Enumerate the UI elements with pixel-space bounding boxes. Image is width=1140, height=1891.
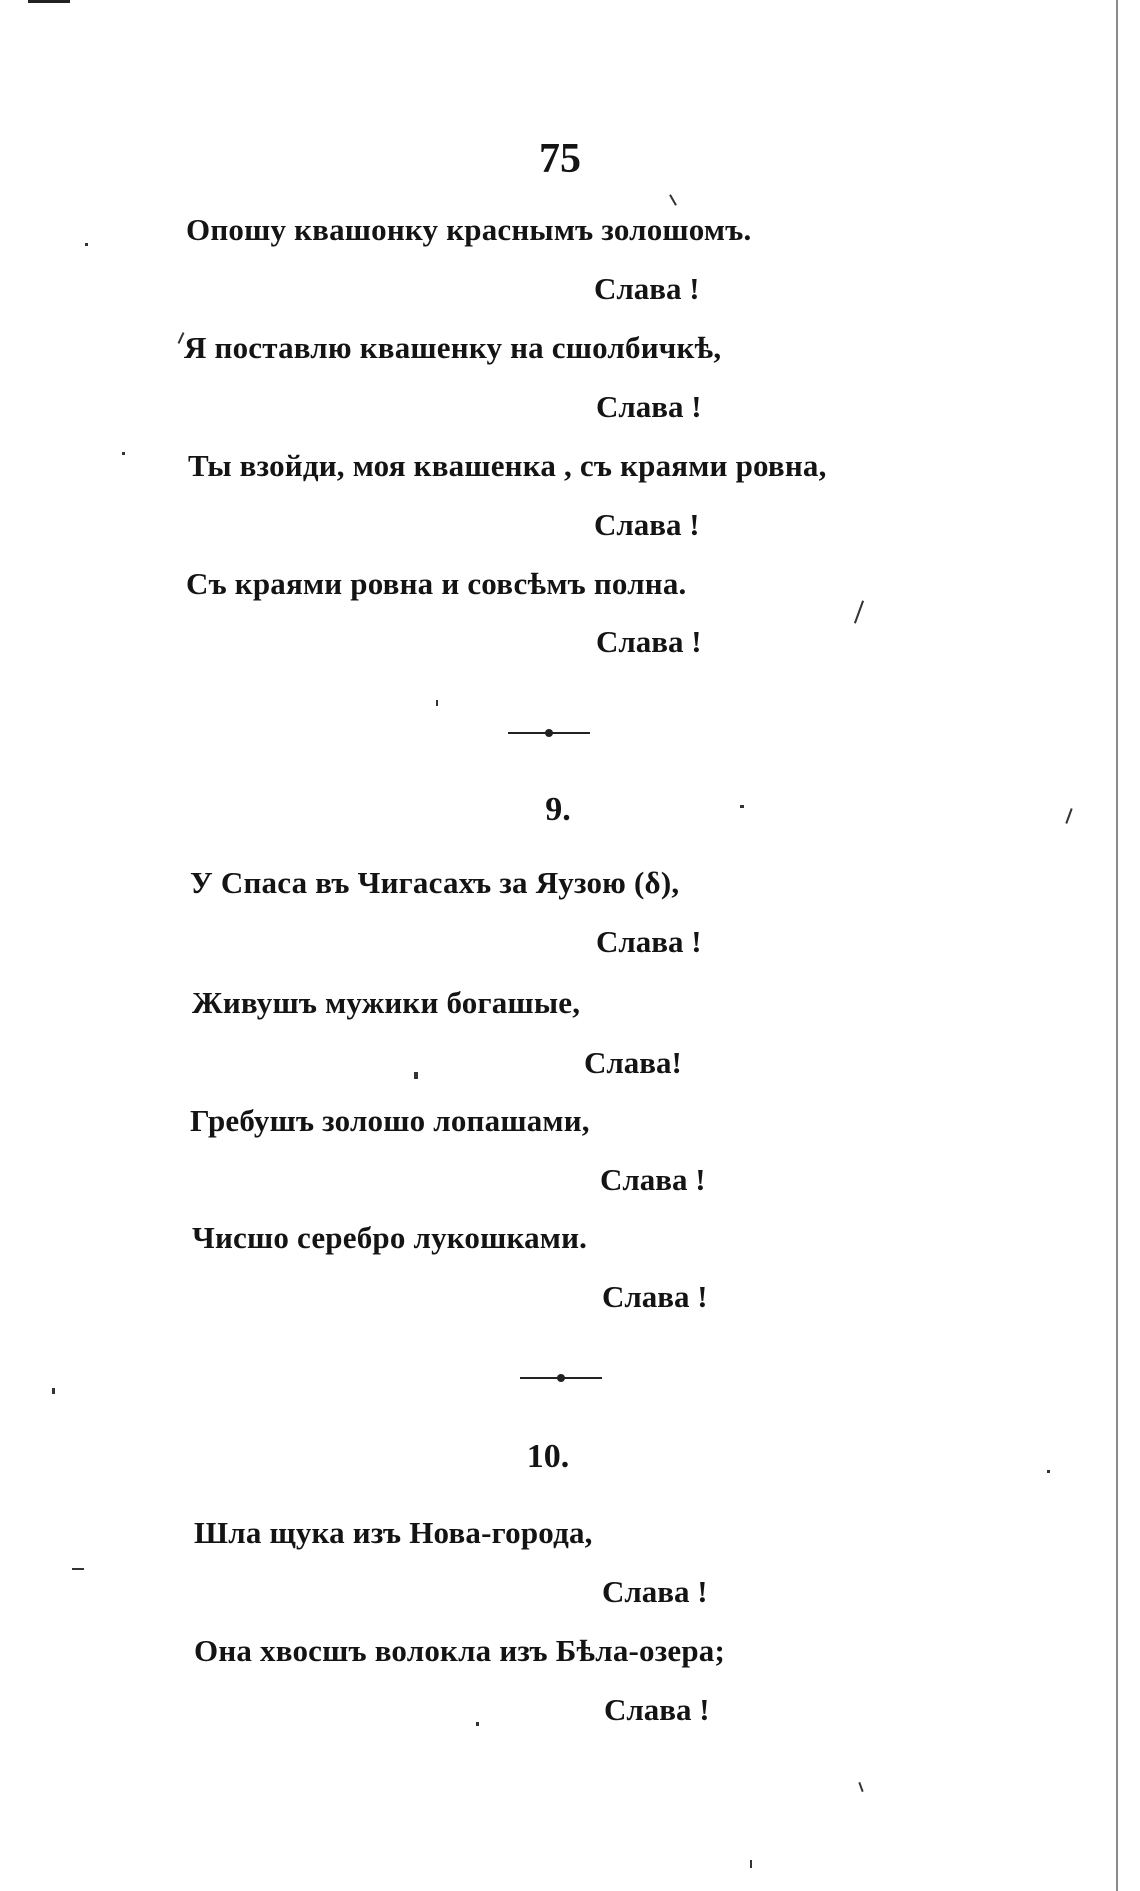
scan-speck	[476, 1722, 479, 1726]
refrain: Слава!	[584, 1045, 682, 1080]
verse-line: Ты взойди, моя квашенка , съ краями ровна,	[188, 448, 827, 483]
section-divider	[508, 728, 590, 738]
refrain: Слава !	[604, 1692, 710, 1727]
refrain: Слава !	[596, 389, 702, 424]
scan-speck	[72, 1568, 84, 1570]
verse-line: Гребушъ золошо лопашами,	[190, 1103, 590, 1138]
scan-speck	[52, 1388, 55, 1394]
refrain: Слава !	[600, 1162, 706, 1197]
page-edge-mark	[28, 0, 70, 3]
scan-speck	[1047, 1470, 1050, 1473]
verse-line: Я поставлю квашенку на сшолбичкѣ,	[184, 330, 722, 365]
scan-speck	[436, 700, 438, 706]
scan-speck	[750, 1860, 752, 1868]
verse-line: Живушъ мужики богашые,	[192, 985, 581, 1020]
scan-speck	[740, 805, 744, 808]
verse-line: Она хвосшъ волокла изъ Бѣла-озера;	[194, 1633, 726, 1668]
verse-line: У Спаса въ Чигасахъ за Яузою (δ),	[190, 865, 680, 900]
verse-line: Опошу квашонку краснымъ золошомъ.	[186, 212, 752, 247]
page-number: 75	[539, 136, 581, 182]
section-divider	[520, 1373, 602, 1383]
refrain: Слава !	[596, 924, 702, 959]
refrain: Слава !	[594, 271, 700, 306]
scan-speck	[858, 1782, 863, 1792]
scan-speck	[122, 452, 125, 455]
scan-speck	[85, 243, 88, 246]
verse-line: Чисшо серебро лукошками.	[192, 1220, 588, 1255]
page-edge-line	[1116, 0, 1118, 1891]
refrain: Слава !	[594, 507, 700, 542]
scan-speck	[669, 194, 677, 205]
section-number: 10.	[526, 1438, 570, 1475]
refrain: Слава !	[596, 624, 702, 659]
scan-speck	[1065, 808, 1072, 824]
divider-ornament	[545, 729, 553, 737]
section-number: 9.	[545, 791, 571, 828]
scan-speck	[854, 600, 864, 623]
verse-line: Шла щука изъ Нова-города,	[194, 1515, 593, 1550]
refrain: Слава !	[602, 1574, 708, 1609]
divider-ornament	[557, 1374, 565, 1382]
refrain: Слава !	[602, 1279, 708, 1314]
scan-speck	[414, 1072, 418, 1079]
verse-line: Съ краями ровна и совсѣмъ полна.	[186, 566, 687, 601]
